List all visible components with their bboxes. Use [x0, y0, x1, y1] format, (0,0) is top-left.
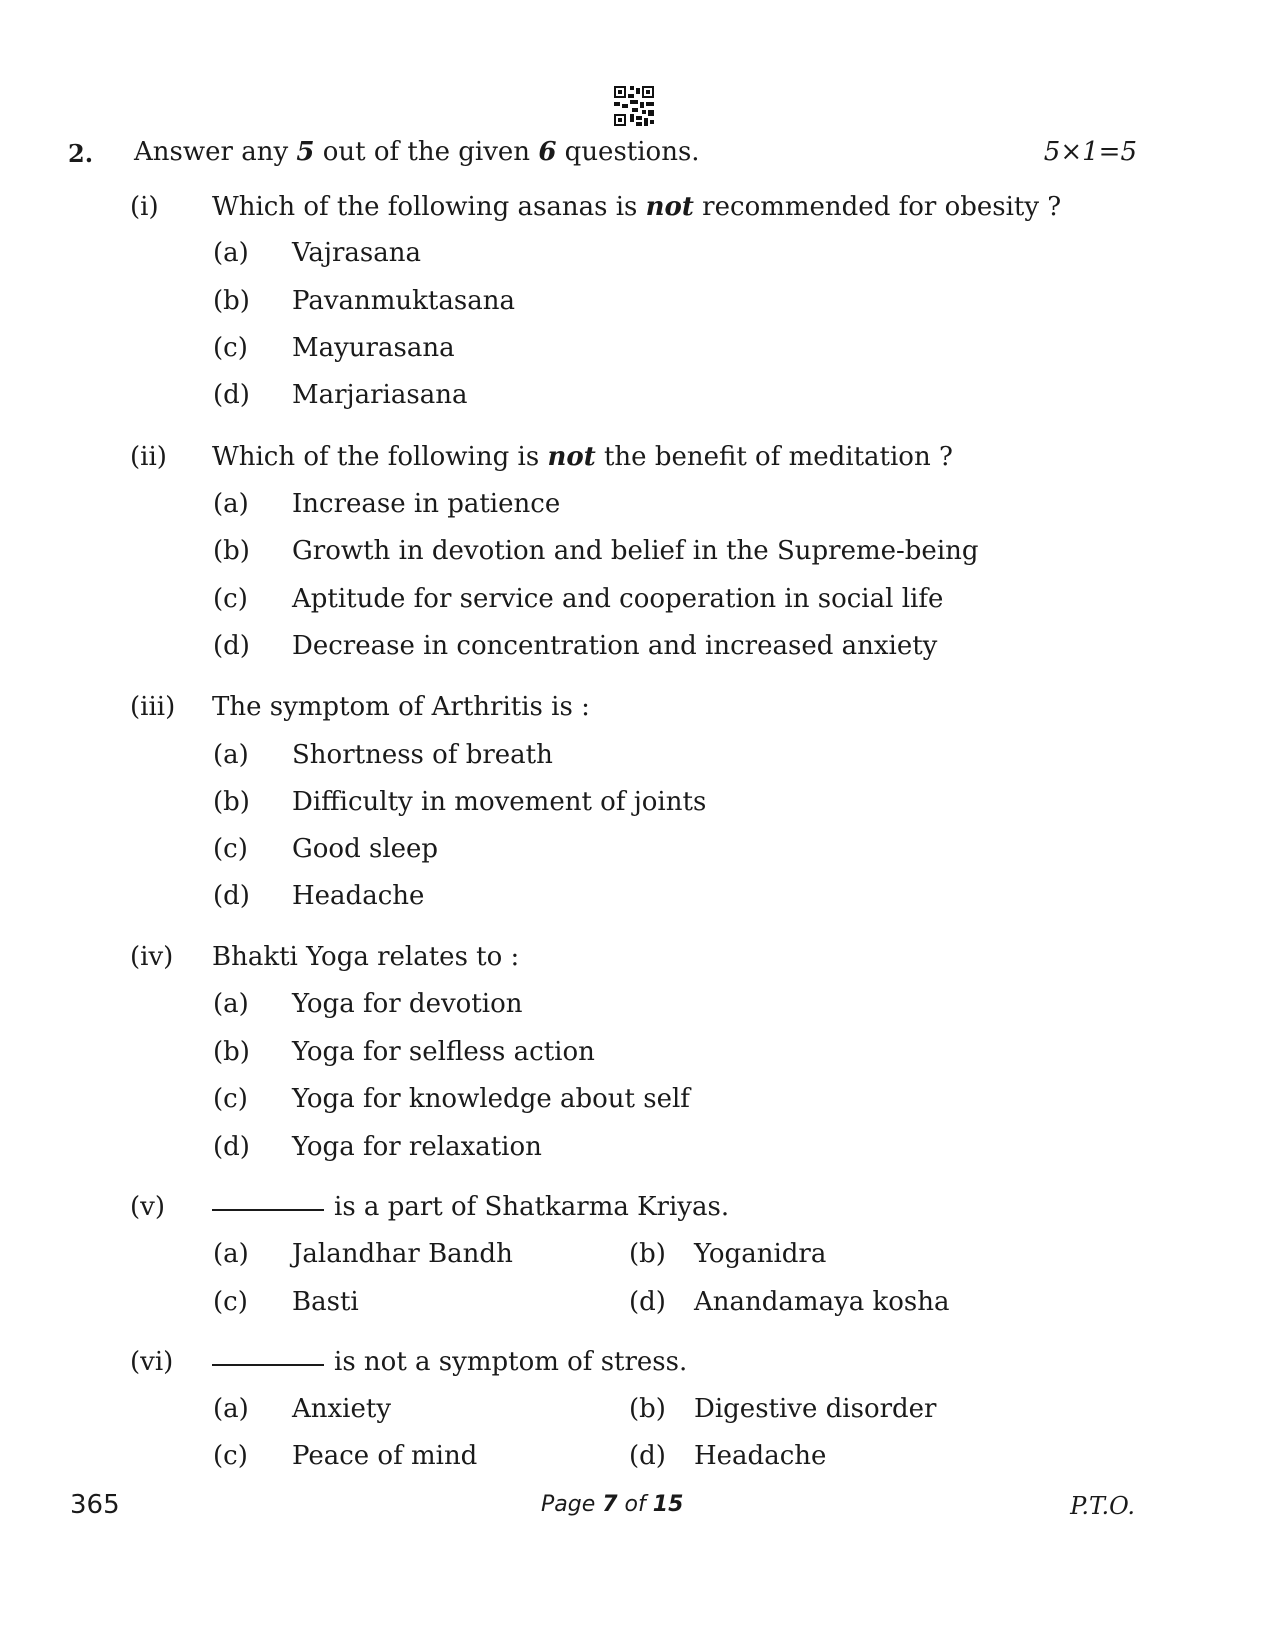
option-label: (b): [213, 536, 250, 566]
option-text: Yoga for devotion: [292, 989, 523, 1019]
option-label: (a): [213, 489, 249, 519]
option-text: Yoga for selfless action: [292, 1037, 595, 1067]
option-label: (a): [213, 238, 249, 268]
pto-note: P.T.O.: [1070, 1492, 1135, 1520]
option-label: (a): [213, 1239, 249, 1269]
subquestion-label: (i): [130, 192, 159, 222]
option-label: (b): [213, 1037, 250, 1067]
option-text: Growth in devotion and belief in the Supreme-being: [292, 536, 979, 566]
question-number: 2.: [68, 139, 94, 168]
option-label: (d): [213, 1132, 250, 1162]
subquestion-text: Which of the following asanas is not recommended for obesity ?: [212, 192, 1062, 222]
option-label: (d): [213, 380, 250, 410]
subquestion-text: is a part of Shatkarma Kriyas.: [212, 1194, 729, 1220]
option-text: Increase in patience: [292, 489, 561, 519]
answer-blank: [212, 1363, 324, 1366]
option-text: Digestive disorder: [694, 1394, 937, 1424]
subquestion-label: (iii): [130, 692, 176, 722]
subquestion-text: Which of the following is not the benefit of meditation ?: [212, 442, 953, 472]
option-text: Shortness of breath: [292, 740, 553, 770]
option-text: Basti: [292, 1287, 359, 1317]
option-label: (a): [213, 1394, 249, 1424]
option-text: Yoga for knowledge about self: [292, 1084, 690, 1114]
subquestion-text: is not a symptom of stress.: [212, 1349, 687, 1375]
qr-code-icon: [614, 86, 654, 126]
option-label: (b): [213, 286, 250, 316]
option-text: Aptitude for service and cooperation in social life: [292, 584, 944, 614]
option-label: (c): [213, 1441, 248, 1471]
question-marks: 5×1=5: [1043, 137, 1137, 167]
option-text: Vajrasana: [292, 238, 421, 268]
option-text: Pavanmuktasana: [292, 286, 515, 316]
page-indicator: Page 7 of 15: [541, 1492, 684, 1517]
subquestion-text: Bhakti Yoga relates to :: [212, 942, 520, 972]
option-text: Anandamaya kosha: [694, 1287, 950, 1317]
option-text: Decrease in concentration and increased anxiety: [292, 631, 938, 661]
option-text: Peace of mind: [292, 1441, 478, 1471]
option-label: (b): [629, 1239, 666, 1269]
subquestion-label: (v): [130, 1192, 165, 1222]
option-text: Yoga for relaxation: [292, 1132, 542, 1162]
option-label: (d): [213, 881, 250, 911]
subquestion-label: (vi): [130, 1347, 174, 1377]
option-text: Mayurasana: [292, 333, 455, 363]
option-text: Yoganidra: [694, 1239, 827, 1269]
option-label: (c): [213, 1084, 248, 1114]
question-instruction: Answer any 5 out of the given 6 questions.: [134, 137, 700, 167]
option-label: (c): [213, 834, 248, 864]
option-text: Headache: [694, 1441, 827, 1471]
option-label: (d): [629, 1441, 666, 1471]
option-label: (c): [213, 333, 248, 363]
option-text: Marjariasana: [292, 380, 468, 410]
option-text: Jalandhar Bandh: [292, 1239, 513, 1269]
option-text: Headache: [292, 881, 425, 911]
subquestion-label: (iv): [130, 942, 174, 972]
option-text: Anxiety: [292, 1394, 392, 1424]
option-label: (d): [629, 1287, 666, 1317]
option-label: (a): [213, 989, 249, 1019]
option-label: (c): [213, 1287, 248, 1317]
paper-code: 365: [70, 1490, 120, 1520]
option-label: (b): [629, 1394, 666, 1424]
subquestion-text: The symptom of Arthritis is :: [212, 692, 590, 722]
subquestion-label: (ii): [130, 442, 167, 472]
answer-blank: [212, 1208, 324, 1211]
option-label: (d): [213, 631, 250, 661]
option-text: Good sleep: [292, 834, 439, 864]
option-label: (b): [213, 787, 250, 817]
option-label: (a): [213, 740, 249, 770]
option-text: Difficulty in movement of joints: [292, 787, 707, 817]
option-label: (c): [213, 584, 248, 614]
